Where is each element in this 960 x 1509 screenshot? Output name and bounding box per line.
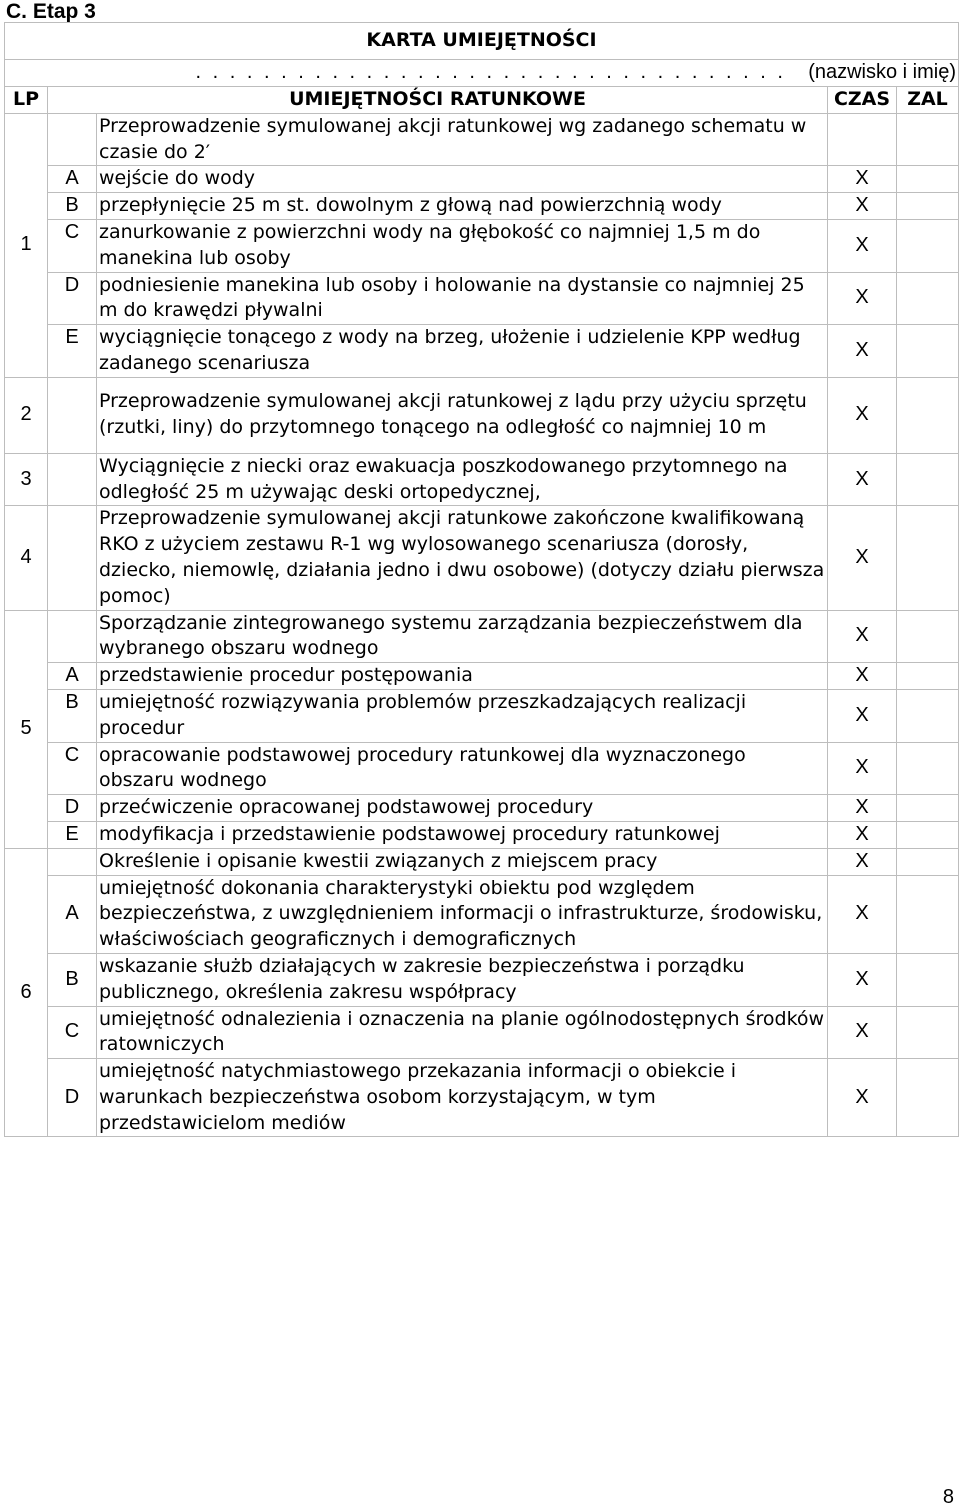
pass-cell xyxy=(897,848,959,875)
name-line xyxy=(5,60,959,87)
pass-cell xyxy=(897,821,959,848)
column-lp: LP xyxy=(5,86,48,113)
skills-card-table xyxy=(4,22,959,1137)
skill-text: Wyciągnięcie z niecki oraz ewakuacja poszkodowanego przytomnego na odległość 25 m używając deski ortopedycznej, xyxy=(97,453,828,506)
pass-cell xyxy=(897,325,959,378)
pass-cell xyxy=(897,875,959,953)
pass-cell xyxy=(897,1006,959,1059)
time-mark: X xyxy=(828,272,897,325)
pass-cell xyxy=(897,506,959,610)
item-letter: D xyxy=(48,1059,97,1137)
time-mark: X xyxy=(828,193,897,220)
item-letter: A xyxy=(48,663,97,690)
item-letter: D xyxy=(48,272,97,325)
row-number: 6 xyxy=(5,848,48,1137)
item-text: wyciągnięcie tonącego z wody na brzeg, ułożenie i udzielenie KPP według zadanego scenariusza xyxy=(97,325,828,378)
time-mark: X xyxy=(828,1059,897,1137)
item-text: umiejętność rozwiązywania problemów przeszkadzających realizacji procedur xyxy=(97,689,828,742)
time-mark: X xyxy=(828,875,897,953)
column-skills: UMIEJĘTNOŚCI RATUNKOWE xyxy=(48,86,828,113)
skill-title: Przeprowadzenie symulowanej akcji ratunkowej wg zadanego schematu w czasie do 2′ xyxy=(97,113,828,166)
time-mark: X xyxy=(828,325,897,378)
name-dots: . . . . . . . . . . . . . . . . . . . . . . . . . . . . . . . . . . . xyxy=(195,61,786,83)
item-text: przedstawienie procedur postępowania xyxy=(97,663,828,690)
row-number: 2 xyxy=(5,377,48,453)
item-letter: D xyxy=(48,795,97,822)
time-mark: X xyxy=(828,795,897,822)
pass-cell xyxy=(897,742,959,795)
item-text: przepłynięcie 25 m st. dowolnym z głową nad powierzchnią wody xyxy=(97,193,828,220)
page-number: 8 xyxy=(942,1486,954,1508)
skill-title: Określenie i opisanie kwestii związanych z miejscem pracy xyxy=(97,848,828,875)
pass-cell xyxy=(897,272,959,325)
item-text: podniesienie manekina lub osoby i holowanie na dystansie co najmniej 25 m do krawędzi pływalni xyxy=(97,272,828,325)
pass-cell xyxy=(897,377,959,453)
item-letter: C xyxy=(48,219,97,272)
time-mark: X xyxy=(828,953,897,1006)
item-letter: A xyxy=(48,166,97,193)
pass-cell xyxy=(897,166,959,193)
time-mark: X xyxy=(828,506,897,610)
pass-cell xyxy=(897,689,959,742)
pass-cell xyxy=(897,219,959,272)
pass-cell xyxy=(897,1059,959,1137)
row-number: 3 xyxy=(5,453,48,506)
time-mark: X xyxy=(828,1006,897,1059)
time-mark: X xyxy=(828,742,897,795)
time-mark: X xyxy=(828,821,897,848)
item-text: przećwiczenie opracowanej podstawowej procedury xyxy=(97,795,828,822)
time-mark: X xyxy=(828,848,897,875)
column-time: CZAS xyxy=(828,86,897,113)
row-number: 4 xyxy=(5,506,48,610)
item-letter: C xyxy=(48,742,97,795)
item-letter: C xyxy=(48,1006,97,1059)
time-mark: X xyxy=(828,377,897,453)
time-mark: X xyxy=(828,166,897,193)
row-number: 1 xyxy=(5,113,48,377)
skill-title: Sporządzanie zintegrowanego systemu zarządzania bezpieczeństwem dla wybranego obszaru wodnego xyxy=(97,610,828,663)
row-number: 5 xyxy=(5,610,48,848)
skill-text: Przeprowadzenie symulowanej akcji ratunkowe zakończone kwalifikowaną RKO z użyciem zestawu R-1 wg wylosowanego scenariusza (dorosły, dziecko, niemowlę, działania jedno i dwu osobowe) (dotyczy działu pierwsza pomoc) xyxy=(97,506,828,610)
item-letter: B xyxy=(48,953,97,1006)
item-letter: E xyxy=(48,325,97,378)
column-pass: ZAL xyxy=(897,86,959,113)
name-label: (nazwisko i imię) xyxy=(808,61,956,83)
time-mark: X xyxy=(828,453,897,506)
skill-text: Przeprowadzenie symulowanej akcji ratunkowej z lądu przy użyciu sprzętu (rzutki, liny) do przytomnego tonącego na odległość co najmniej 10 m xyxy=(97,377,828,453)
item-letter: E xyxy=(48,821,97,848)
item-text: zanurkowanie z powierzchni wody na głębokość co najmniej 1,5 m do manekina lub osoby xyxy=(97,219,828,272)
item-letter: A xyxy=(48,875,97,953)
section-heading: C. Etap 3 xyxy=(6,0,96,23)
item-text: wejście do wody xyxy=(97,166,828,193)
pass-cell xyxy=(897,795,959,822)
card-title: KARTA UMIEJĘTNOŚCI xyxy=(5,23,959,60)
time-mark: X xyxy=(828,663,897,690)
time-mark: X xyxy=(828,219,897,272)
pass-cell xyxy=(897,663,959,690)
time-mark: X xyxy=(828,689,897,742)
item-text: modyfikacja i przedstawienie podstawowej procedury ratunkowej xyxy=(97,821,828,848)
pass-cell xyxy=(897,453,959,506)
item-text: wskazanie służb działających w zakresie bezpieczeństwa i porządku publicznego, określenia zakresu współpracy xyxy=(97,953,828,1006)
pass-cell xyxy=(897,953,959,1006)
item-text: opracowanie podstawowej procedury ratunkowej dla wyznaczonego obszaru wodnego xyxy=(97,742,828,795)
item-letter: B xyxy=(48,193,97,220)
time-mark: X xyxy=(828,610,897,663)
item-letter: B xyxy=(48,689,97,742)
item-text: umiejętność natychmiastowego przekazania informacji o obiekcie i warunkach bezpieczeństwa osobom korzystającym, w tym przedstawicielom mediów xyxy=(97,1059,828,1137)
item-text: umiejętność dokonania charakterystyki obiektu pod względem bezpieczeństwa, z uwzględnieniem informacji o infrastrukturze, środowisku, właściwościach geograficznych i demograficznych xyxy=(97,875,828,953)
item-text: umiejętność odnalezienia i oznaczenia na planie ogólnodostępnych środków ratowniczych xyxy=(97,1006,828,1059)
pass-cell xyxy=(897,610,959,663)
pass-cell xyxy=(897,193,959,220)
